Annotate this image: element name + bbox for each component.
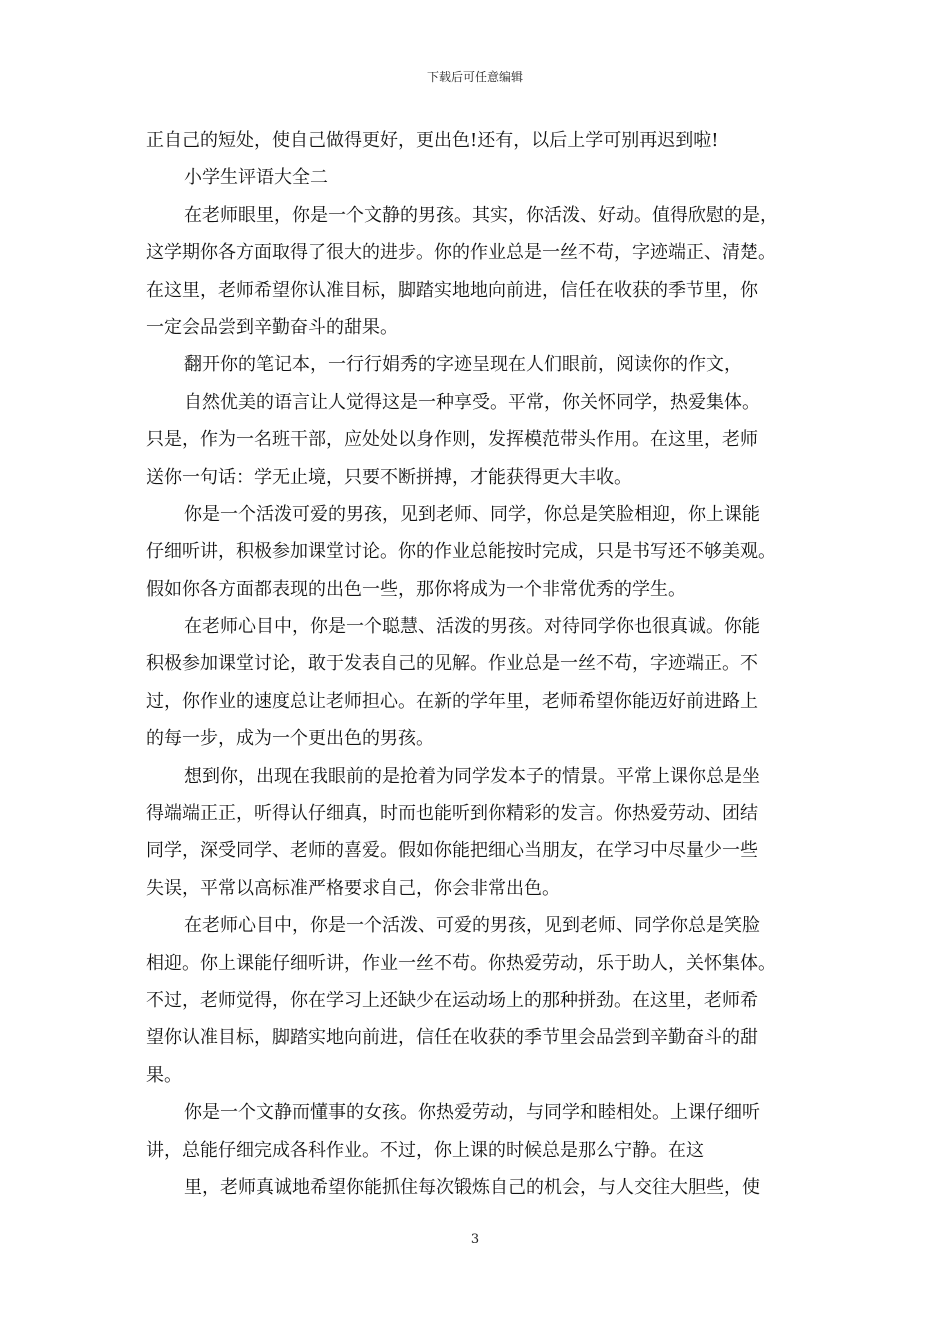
text-line: 想到你，出现在我眼前的是抢着为同学发本子的情景。平常上课你总是坐 [184, 765, 760, 787]
text-line: 过，你作业的速度总让老师担心。在新的学年里，老师希望你能迈好前进路上 [146, 690, 758, 712]
page-header: 下载后可任意编辑 [426, 70, 523, 84]
text-line: 里，老师真诚地希望你能抓住每次锻炼自己的机会，与人交往大胆些，使 [184, 1176, 760, 1198]
text-line: 的每一步，成为一个更出色的男孩。 [146, 728, 434, 750]
text-line: 同学，深受同学、老师的喜爱。假如你能把细心当朋友，在学习中尽量少一些 [146, 840, 758, 862]
text-line: 积极参加课堂讨论，敢于发表自己的见解。作业总是一丝不苟，字迹端正。不 [146, 653, 758, 675]
text-line: 得端端正正，听得认仔细真，时而也能听到你精彩的发言。你热爱劳动、团结 [146, 803, 758, 825]
text-line: 相迎。你上课能仔细听讲，作业一丝不苟。你热爱劳动，乐于助人，关怀集体。 [146, 952, 776, 974]
text-line: 只是，作为一名班干部，应处处以身作则，发挥模范带头作用。在这里，老师 [146, 429, 758, 451]
text-line: 讲，总能仔细完成各科作业。不过，你上课的时候总是那么宁静。在这 [146, 1139, 704, 1161]
text-line: 在老师心目中，你是一个聪慧、活泼的男孩。对待同学你也很真诚。你能 [184, 616, 760, 638]
text-line: 一定会品尝到辛勤奋斗的甜果。 [146, 316, 398, 338]
text-line: 在老师眼里，你是一个文静的男孩。其实，你活泼、好动。值得欣慰的是， [184, 204, 778, 226]
text-line: 在老师心目中，你是一个活泼、可爱的男孩，见到老师、同学你总是笑脸 [184, 915, 760, 937]
section-heading: 小学生评语大全二 [184, 167, 328, 189]
text-line: 仔细听讲，积极参加课堂讨论。你的作业总能按时完成，只是书写还不够美观。 [146, 541, 776, 563]
text-line: 失误，平常以高标准严格要求自己，你会非常出色。 [146, 877, 560, 899]
text-line: 假如你各方面都表现的出色一些，那你将成为一个非常优秀的学生。 [146, 578, 686, 600]
text-line: 正自己的短处，使自己做得更好，更出色!还有，以后上学可别再迟到啦! [146, 130, 719, 151]
text-line: 不过，老师觉得，你在学习上还缺少在运动场上的那种拼劲。在这里，老师希 [146, 989, 758, 1011]
text-line: 在这里，老师希望你认准目标，脚踏实地地向前进，信任在收获的季节里，你 [146, 279, 758, 301]
document-body [146, 122, 808, 1206]
text-line: 自然优美的语言让人觉得这是一种享受。平常，你关怀同学，热爱集体。 [184, 391, 760, 413]
text-line: 果。 [146, 1064, 182, 1086]
text-line: 翻开你的笔记本，一行行娟秀的字迹呈现在人们眼前，阅读你的作文， [184, 354, 742, 376]
text-line: 这学期你各方面取得了很大的进步。你的作业总是一丝不苟，字迹端正、清楚。 [146, 242, 776, 264]
text-line: 你是一个活泼可爱的男孩，见到老师、同学，你总是笑脸相迎，你上课能 [184, 503, 760, 525]
text-line: 你是一个文静而懂事的女孩。你热爱劳动，与同学和睦相处。上课仔细听 [184, 1102, 760, 1124]
text-line: 送你一句话：学无止境，只要不断拼搏，才能获得更大丰收。 [146, 466, 632, 488]
page-number: 3 [470, 1232, 480, 1247]
text-line: 望你认准目标，脚踏实地向前进，信任在收获的季节里会品尝到辛勤奋斗的甜 [146, 1027, 758, 1049]
